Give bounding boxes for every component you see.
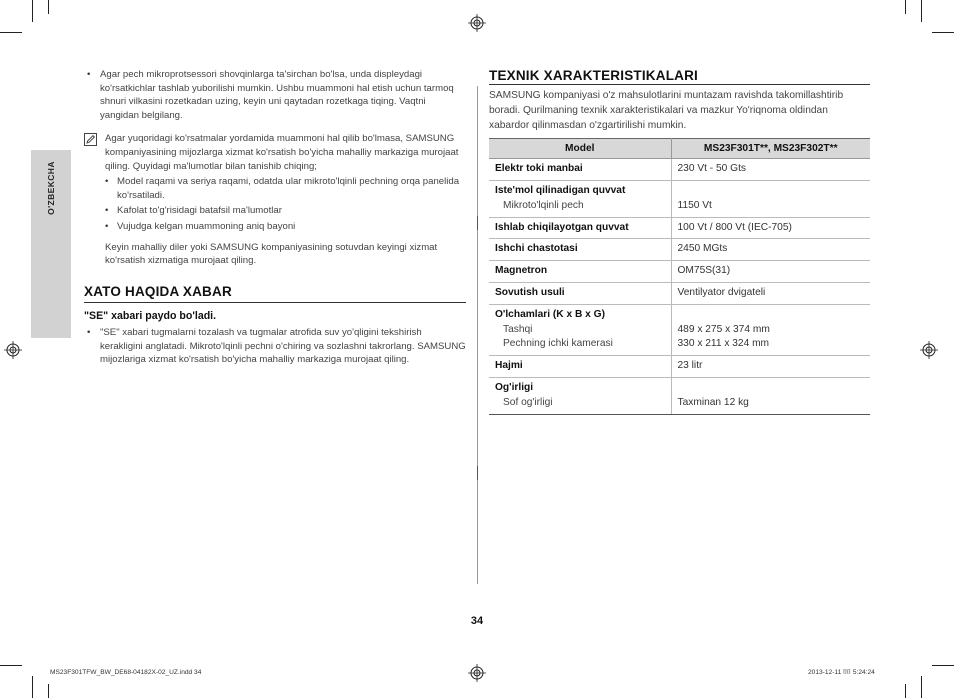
crop-mark xyxy=(48,684,49,698)
row-value: 330 x 211 x 324 mm xyxy=(677,338,770,350)
row-value: 2450 MGts xyxy=(671,239,870,261)
table-header-label: Model xyxy=(489,139,671,159)
crop-mark xyxy=(905,0,906,14)
row-sublabel: Tashqi xyxy=(503,323,533,335)
row-value: 230 Vt - 50 Gts xyxy=(671,159,870,181)
crop-mark xyxy=(32,676,33,698)
divider-tick xyxy=(477,216,478,230)
table-header-row xyxy=(489,139,870,159)
row-value: Taxminan 12 kg xyxy=(677,396,749,408)
row-value: 489 x 275 x 374 mm xyxy=(677,323,770,335)
page-number: 34 xyxy=(470,615,484,627)
footer-timestamp: 2013-12-11 ⌷⌷ 5:24:24 xyxy=(808,669,875,676)
registration-mark-icon xyxy=(4,341,22,359)
language-tab-label: O'ZBEKCHA xyxy=(46,161,57,215)
row-sublabel: Sof og'irligi xyxy=(503,396,553,408)
error-subheading: "SE" xabari paydo bo'ladi. xyxy=(84,310,217,323)
table-row xyxy=(489,181,870,218)
table-row xyxy=(489,304,870,355)
divider-tick xyxy=(477,466,478,480)
column-divider xyxy=(477,86,478,584)
crop-mark xyxy=(905,684,906,698)
crop-mark xyxy=(921,0,922,22)
table-row xyxy=(489,377,870,414)
row-value: OM75S(31) xyxy=(671,261,870,283)
crop-mark xyxy=(932,665,954,666)
row-label: Ishlab chiqilayotgan quvvat xyxy=(495,221,629,233)
note-list xyxy=(105,175,466,233)
row-value: 100 Vt / 800 Vt (IEC-705) xyxy=(671,217,870,239)
registration-mark-icon xyxy=(468,14,486,32)
row-label: Ishchi chastotasi xyxy=(495,243,578,255)
table-row xyxy=(489,261,870,283)
row-sublabel: Mikroto'lqinli pech xyxy=(503,199,584,211)
table-header-value: MS23F301T**, MS23F302T** xyxy=(671,139,870,159)
left-column xyxy=(84,68,466,367)
crop-mark xyxy=(0,32,22,33)
specs-section-title: TEXNIK XARAKTERISTIKALARI xyxy=(489,68,870,85)
row-value: 23 litr xyxy=(671,356,870,378)
row-label: Magnetron xyxy=(495,265,548,277)
list-item: • Model raqami va seriya raqami, odatda ular mikroto'lqinli pechning orqa panelida ko'rsatiladi. xyxy=(105,175,466,202)
list-item: • Vujudga kelgan muammoning aniq bayoni xyxy=(105,220,466,234)
row-label: Elektr toki manbai xyxy=(495,163,583,175)
table-row xyxy=(489,239,870,261)
registration-mark-icon xyxy=(920,341,938,359)
crop-mark xyxy=(0,665,22,666)
row-sublabel: Pechning ichki kamerasi xyxy=(503,338,613,350)
row-label: O'lchamlari (K x B x G) xyxy=(495,308,605,320)
footer-file-info: MS23F301TFW_BW_DE68-04182X-02_UZ.indd 34 xyxy=(50,669,202,676)
row-value: 1150 Vt xyxy=(677,199,712,211)
row-value: Ventilyator dvigateli xyxy=(671,283,870,305)
note-block xyxy=(84,132,466,267)
note-pencil-icon xyxy=(84,133,97,146)
table-row xyxy=(489,283,870,305)
crop-mark xyxy=(32,0,33,22)
note-text: Agar yuqoridagi ko'rsatmalar yordamida muammoni hal qilib bo'lmasa, SAMSUNG kompaniyasining mijozlarga xizmat ko'rsatish bo'yicha mahalliy markaziga murojaat qiling. Quyidagi ma'lumotlar bilan tanishib chiqing; xyxy=(105,133,459,172)
error-section-title: XATO HAQIDA XABAR xyxy=(84,282,466,303)
row-label: Og'irligi xyxy=(495,381,534,393)
right-column xyxy=(489,68,870,415)
table-row xyxy=(489,217,870,239)
row-label: Hajmi xyxy=(495,360,523,372)
list-item: • Kafolat to'g'risidagi batafsil ma'lumotlar xyxy=(105,204,466,218)
error-bullet: • "SE" xabari tugmalarni tozalash va tugmalar atrofida suv yo'qligini tekshirish kerakligini anglatadi. Mikroto'lqinli pechni o'chiring va sozlashni takrorlang. SAMSUNG mijozlariga xizmat ko'rsatish bo'yicha mahalliy markaziga murojaat qiling. xyxy=(84,326,466,367)
specs-table xyxy=(489,138,870,414)
crop-mark xyxy=(921,676,922,698)
specs-intro: SAMSUNG kompaniyasi o'z mahsulotlarini muntazam ravishda takomillashtirib boradi. Qurilmaning texnik xarakteristikalari va mazkur Yo'riqnoma oldindan xabardor qilinmasdan o'zgartirilishi mumkin. xyxy=(489,90,844,131)
note-followup: Keyin mahalliy diler yoki SAMSUNG kompaniyasining sotuvdan keyingi xizmat ko'rsatish xizmatiga murojaat qiling. xyxy=(105,241,438,267)
table-row xyxy=(489,356,870,378)
intro-bullet: • Agar pech mikroprotsessori shovqinlarga ta'sirchan bo'lsa, unda displeydagi ko'rsatkichlar tashlab yuborilishi mumkin. Ushbu muammoni hal etish uchun tarmoq shnuri vilkasini rozetkadan uzing, keyin uni qaytadan rozetkaga tiqing. Vaqtni yangidan belgilang. xyxy=(84,68,466,122)
crop-mark xyxy=(932,32,954,33)
crop-mark xyxy=(48,0,49,14)
registration-mark-icon xyxy=(468,664,486,682)
row-label: Iste'mol qilinadigan quvvat xyxy=(495,185,626,197)
row-label: Sovutish usuli xyxy=(495,287,565,299)
table-row xyxy=(489,159,870,181)
